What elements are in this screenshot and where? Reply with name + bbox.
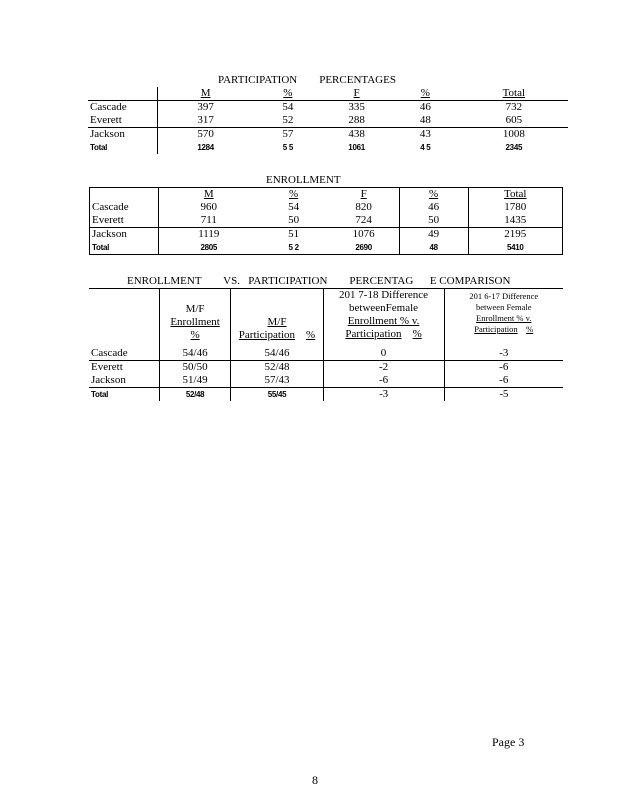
total-row: Total 1284 5 5 1061 4 5 2345 bbox=[90, 143, 523, 152]
header-total: Total bbox=[502, 87, 526, 99]
row-label: Cascade bbox=[89, 347, 159, 361]
table-row: Jackson 1119 51 1076 49 2195 bbox=[90, 228, 563, 242]
enrollment-title: ENROLLMENT bbox=[266, 174, 341, 186]
header-f: F bbox=[353, 87, 360, 99]
row-label: Cascade bbox=[92, 201, 129, 213]
row-label: Cascade bbox=[90, 101, 127, 113]
enrollment-table bbox=[89, 187, 563, 255]
table-row: Everett 317 52 288 48 605 bbox=[90, 114, 523, 126]
participation-title: PARTICIPATION PERCENTAGES bbox=[218, 74, 396, 86]
comparison-table bbox=[89, 288, 563, 401]
table-row: Cascade 54/46 54/46 0 -3 bbox=[89, 347, 563, 361]
table-row: Cascade 397 54 335 46 732 bbox=[90, 101, 523, 113]
participation-table bbox=[88, 87, 568, 154]
page-label: Page 3 bbox=[492, 735, 525, 749]
table-header-row: M/F Enrollment % M/F Participation % 201 7-18 Difference betweenFemale Enrollment % v. Participation % 201 6-17 Difference between Female Enrollment % v. Participation % bbox=[89, 289, 563, 348]
page-number: 8 bbox=[312, 773, 318, 787]
row-label: Everett bbox=[91, 361, 123, 373]
row-label: Jackson bbox=[90, 228, 159, 242]
table-row: Everett 50/50 52/48 -2 -6 bbox=[89, 361, 563, 375]
row-label: Jackson bbox=[88, 128, 157, 142]
total-row: Total 52/48 55/45 -3 -5 bbox=[89, 388, 563, 402]
row-label: Everett bbox=[90, 114, 122, 126]
row-label: Everett bbox=[92, 214, 124, 226]
header-m: M bbox=[200, 87, 211, 99]
table-row: Jackson 570 57 438 43 1008 bbox=[88, 128, 568, 142]
total-row: Total 2805 5 2 2690 48 5410 bbox=[90, 241, 563, 255]
table-header-row bbox=[88, 87, 568, 101]
row-label: Jackson bbox=[89, 374, 159, 388]
header-m-pct: % bbox=[283, 87, 293, 99]
comparison-title: ENROLLMENT VS. PARTICIPATION PERCENTAG E COMPARISON bbox=[127, 275, 511, 287]
table-header-row: M % F % Total bbox=[90, 188, 563, 202]
header-f-pct: % bbox=[420, 87, 430, 99]
table-row: Jackson 51/49 57/43 -6 -6 bbox=[89, 374, 563, 388]
table-row: Cascade 960 54 820 46 1780 bbox=[90, 201, 563, 214]
table-row: Everett 711 50 724 50 1435 bbox=[90, 214, 563, 228]
